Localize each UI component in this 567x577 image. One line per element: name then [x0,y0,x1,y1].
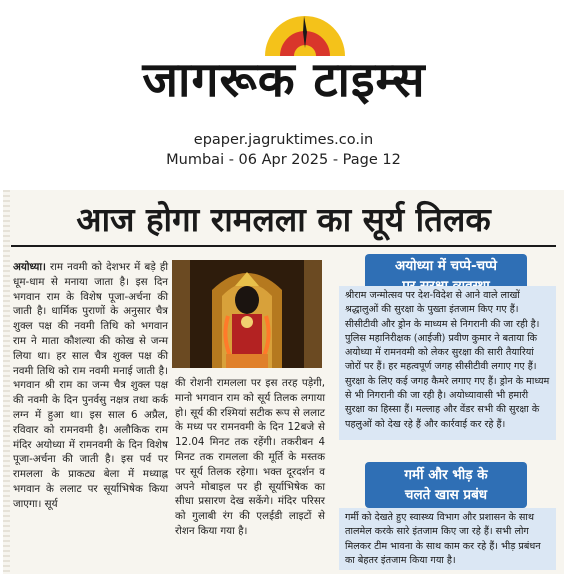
sidebar-heat-title [365,462,527,508]
article-clipping [3,190,564,574]
sidebar-heat-title-line1: गर्मी और भीड़ के [404,467,488,483]
newspaper-logo: जागरूक टाइम्स [142,51,426,108]
headline-rule [11,245,556,247]
sidebar-security-body: श्रीराम जन्मोत्सव पर देश-विदेश से आने वाले लाखों श्रद्धालुओं की सुरक्षा के पुख्ता इंतजाम किए गए हैं। सीसीटीवी और ड्रोन के माध्यम से निगरानी की जा रही है। पुलिस महानिरीक्षक (आईजी) प्रवीण कुमार ने बताया कि अयोध्या में रामनवमी को लेकर सुरक्षा की सारी तैयारियां जोरों पर हैं। हर महत्वपूर्ण जगह सीसीटीवी लगाए गए हैं। सुरक्षा के लिए कई जगह कैमरे लगाए गए हैं। ड्रोन के माध्यम से भी निगरानी की जा रही है। अयोध्यावासी भी हमारी सुरक्षा का हिस्सा हैं। मल्लाह और वेंडर सभी की सुरक्षा के पहलुओं को देख रहे हैं और कार्रवाई कर रहे हैं। [339,286,556,440]
article-column-2: की रोशनी रामलला पर इस तरह पड़ेगी, मानो भगवान राम को सूर्य तिलक लगाया हो। सूर्य की रश्मियां सटीक रूप से ललाट के मध्य पर रामनवमी के दिन 12बजे से 12.04 मिनट तक रहेंगी। तकरीबन 4 मिनट तक रामलला की मूर्ति के मस्तक पर सूर्य तिलक रहेगा। भक्त दूरदर्शन व अपने मोबाइल पर ही सूर्याभिषेक का सीधा प्रसारण देख सकेंगे। मंदिर परिसर को गुलाबी रंग की एलईडी लाइटों से रोशन किया गया है। [175,377,325,537]
page-edge [3,190,10,574]
idol-image-icon [172,260,322,368]
sidebar-heat-body: गर्मी को देखते हुए स्वास्थ्य विभाग और प्रशासन के साथ तालमेल करके सारे इंतजाम किए जा रहे हैं। सभी लोग मिलकर टीम भावना के साथ काम कर रहे हैं। भीड़ प्रबंधन का बेहतर इंतजाम किया गया है। [339,508,556,570]
sidebar-heat-title-line2: चलते खास प्रबंध [404,487,488,503]
edition-line: Mumbai - 06 Apr 2025 - Page 12 [166,152,401,168]
article-headline: आज होगा रामलला का सूर्य तिलक [76,200,491,239]
sidebar-security-title-line1: अयोध्या में चप्पे-चप्पे [395,258,497,274]
column-1-text: राम नवमी को देशभर में बड़े ही धूम-धाम से मनाया जाता है। इस दिन भगवान राम के विशेष पूजा-अर्चना की जाती है। धार्मिक पुराणों के अनुसार चैत्र शुक्ल पक्ष की नवमी तिथि को भगवान राम ने माता कौशल्या की कोख से जन्म लिया था। हर साल चैत्र शुक्ल पक्ष की नवमी तिथि को राम नवमी मनाई जाती है। भगवान श्री राम का जन्म चैत्र शुक्ल पक्ष की नवमी के दिन पुनर्वसु नक्षत्र तथा कर्क लग्न में हुआ था। इस साल 6 अप्रैल, रविवार को रामनवमी है। अलौकिक राम मंदिर अयोध्या में रामनवमी के दिन विशेष पूजा-अर्चना की जाती है। इस पर्व पर रामलला के प्राकट्य बेला में मध्याह्न भगवान के ललाट पर सूर्याभिषेक किया जाएगा। सूर्य [13,261,168,510]
epaper-url[interactable]: epaper.jagruktimes.co.in [193,132,374,148]
edition-info [0,130,567,170]
dateline: अयोध्या। [13,261,46,273]
ram-lalla-idol-photo [172,260,322,368]
masthead [0,0,567,132]
article-column-1 [13,260,168,512]
